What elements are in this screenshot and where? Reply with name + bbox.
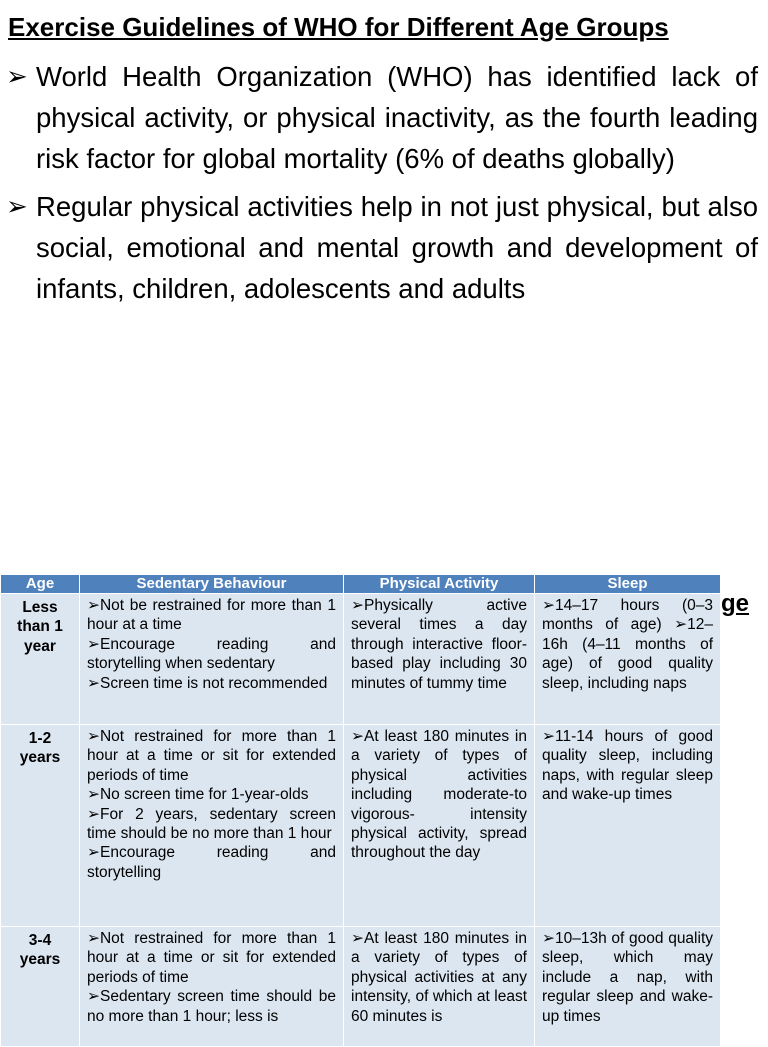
page-title: Exercise Guidelines of WHO for Different Age Groups bbox=[8, 12, 669, 42]
header-activity: Physical Activity bbox=[344, 575, 535, 594]
header-sleep: Sleep bbox=[535, 575, 721, 594]
sedentary-item: ➢Sedentary screen time should be no more than 1 hour; less is bbox=[87, 988, 336, 1025]
sleep-cell: ➢11-14 hours of good quality sleep, including naps, with regular sleep and wake-up times bbox=[535, 725, 721, 927]
sedentary-item: ➢Encourage reading and storytelling bbox=[87, 844, 336, 881]
bullet-item bbox=[6, 186, 758, 309]
bullet-text: Regular physical activities help in not just physical, but also social, emotional and mental growth and development of infants, children, adolescents and adults bbox=[36, 191, 758, 304]
sedentary-cell bbox=[80, 594, 344, 725]
guidelines-table bbox=[0, 575, 721, 1047]
table-header-row bbox=[1, 575, 721, 594]
sedentary-item: ➢For 2 years, sedentary screen time should be no more than 1 hour bbox=[87, 805, 336, 843]
bullet-text: World Health Organization (WHO) has identified lack of physical activity, or physical inactivity, as the fourth leading risk factor for global mortality (6% of deaths globally) bbox=[36, 61, 758, 174]
sedentary-item: ➢Not be restrained for more than 1 hour at a time bbox=[87, 597, 336, 634]
arrow-bullet-icon: ➢ bbox=[6, 61, 28, 91]
sleep-cell: ➢10–13h of good quality sleep, which may include a nap, with regular sleep and wake-up times bbox=[535, 927, 721, 1047]
age-cell: Less than 1 year bbox=[1, 594, 80, 725]
partial-heading-fragment: ge bbox=[721, 590, 750, 617]
activity-cell: ➢At least 180 minutes in a variety of types of physical activities including moderate-to vigorous- intensity physical activity, spread throughout the day bbox=[344, 725, 535, 927]
arrow-bullet-icon: ➢ bbox=[6, 191, 28, 221]
sedentary-item: ➢Screen time is not recommended bbox=[87, 674, 328, 692]
activity-cell: ➢At least 180 minutes in a variety of types of physical activities at any intensity, of which at least 60 minutes is bbox=[344, 927, 535, 1047]
sedentary-item: ➢Encourage reading and storytelling when sedentary bbox=[87, 635, 336, 673]
table-row bbox=[1, 725, 721, 927]
sedentary-item: ➢No screen time for 1-year-olds bbox=[87, 786, 309, 804]
age-cell: 1-2 years bbox=[1, 725, 80, 927]
table-row bbox=[1, 927, 721, 1047]
sedentary-cell bbox=[80, 725, 344, 927]
table-row bbox=[1, 594, 721, 725]
sedentary-item: ➢Not restrained for more than 1 hour at a time or sit for extended periods of time bbox=[87, 930, 336, 986]
header-age: Age bbox=[1, 575, 80, 594]
age-cell: 3-4 years bbox=[1, 927, 80, 1047]
header-sedentary: Sedentary Behaviour bbox=[80, 575, 344, 594]
activity-cell: ➢Physically active several times a day through interactive floor-based play including 30 minutes of tummy time bbox=[344, 594, 535, 725]
bullet-item bbox=[6, 56, 758, 179]
sleep-cell: ➢14–17 hours (0–3 months of age) ➢12–16h (4–11 months of age) of good quality sleep, including naps bbox=[535, 594, 721, 725]
intro-bullets bbox=[6, 56, 758, 316]
sedentary-cell bbox=[80, 927, 344, 1047]
sedentary-item: ➢Not restrained for more than 1 hour at a time or sit for extended periods of time bbox=[87, 728, 336, 784]
